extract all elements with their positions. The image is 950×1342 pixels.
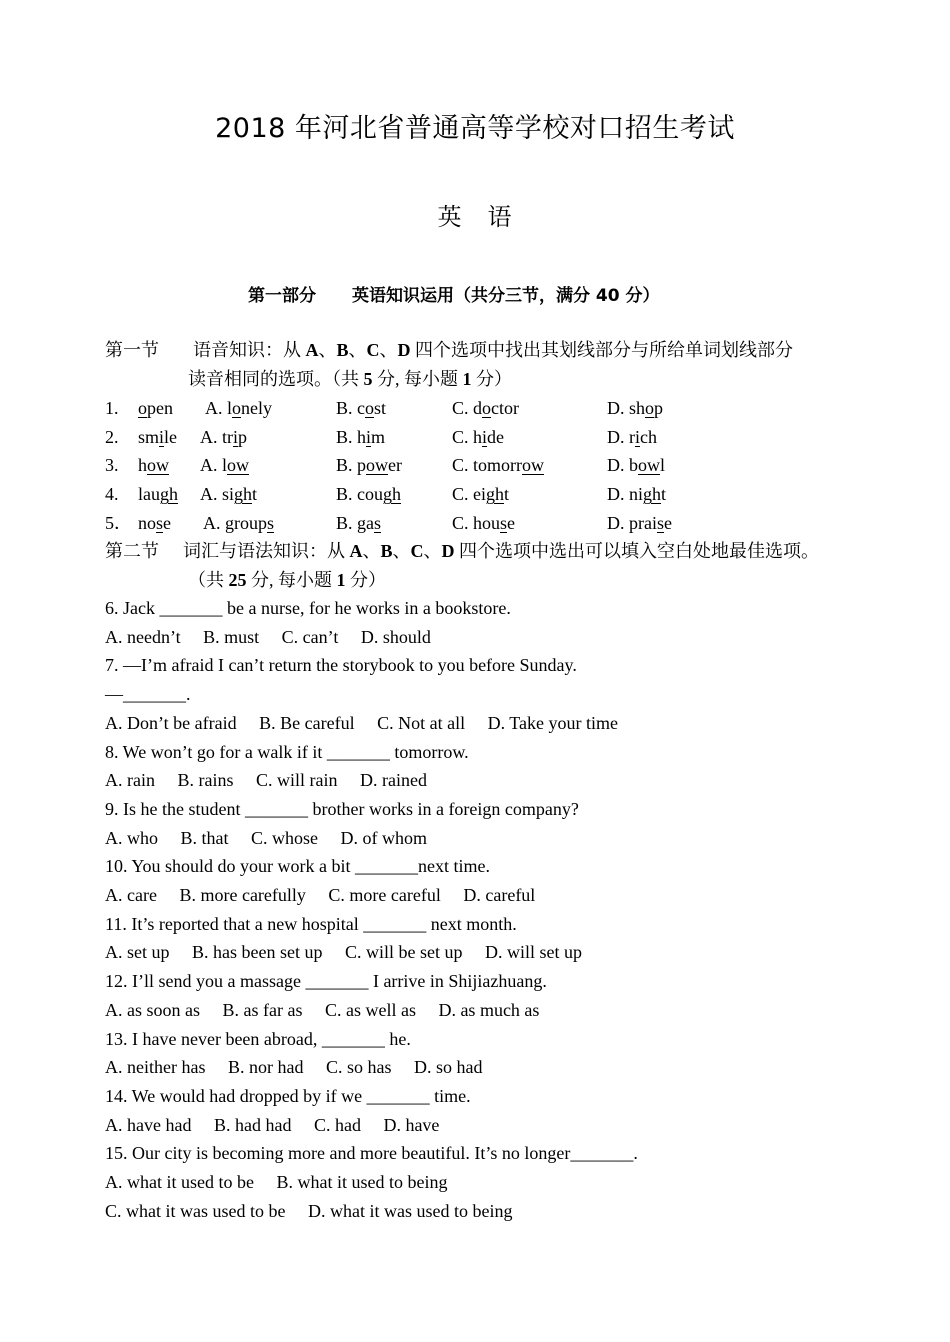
answer-options: A. Don’t be afraid B. Be careful C. Not at all D. Take your time [105,712,618,733]
question-number: 5． [105,512,132,533]
underlined-segment: o [645,398,655,418]
question-stem: 8. We won’t go for a walk if it _______ tomorrow. [105,741,469,762]
answer-options: A. what it used to be B. what it used to being [105,1172,448,1192]
answer-options: C. what it was used to be D. what it was used to being [105,1200,513,1221]
underlined-segment: o [232,398,241,418]
option-b: B. cough [336,484,401,505]
answer-options: A. set up B. has been set up C. will be set up D. will set up [105,942,582,963]
answer-options: A. as soon as B. as far as C. as well as D. as much as [105,999,540,1020]
option-b: B. cost [336,398,387,418]
section-two-label: 第二节 [105,541,159,561]
option-a: A. trip [200,426,248,447]
answer-options: A. needn’t B. must C. can’t D. should [105,626,431,647]
underlined-segment: o [482,398,492,418]
exam-title: 2018 年河北省普通高等学校对口招生考试 [215,113,735,144]
option-b: B. him [336,426,386,447]
underlined-segment: i [366,426,372,447]
underlined-segment: gh [383,484,401,505]
option-d: D. bowl [607,455,666,476]
question-number: 1. [105,398,119,418]
answer-options: A. care B. more carefully C. more careful D. careful [105,885,536,905]
question-stem: 6. Jack _______ be a nurse, for he works in a bookstore. [105,598,511,618]
option-c: C. hide [452,426,505,447]
answer-options: A. rain B. rains C. will rain D. rained [105,770,427,791]
question-number: 2. [105,426,119,447]
underlined-segment: i [482,426,488,447]
option-d: D. praise [607,512,672,533]
question-stem: 7. —I’m afraid I can’t return the storybook to you before Sunday. [105,655,577,676]
option-b: B. power [336,455,402,476]
option-a: A. sight [200,484,258,505]
question-number: 4. [105,484,119,505]
underlined-segment: ow [638,455,660,476]
section-one-instruction-line1: 语音知识：从 A、B、C、D 四个选项中找出其划线部分与所给单词划线部分 [193,340,794,360]
response-line: —_______. [105,684,191,705]
option-d: D. rich [607,426,658,447]
subject-heading: 英 语 [437,203,513,231]
underlined-segment: gh [234,484,253,505]
option-d: D. shop [607,398,664,418]
part-one-label: 第一部分 [248,286,316,306]
underlined-segment: ow [227,455,249,476]
option-c: C. tomorrow [452,455,544,476]
question-stem: 12. I’ll send you a massage _______ I arrive in Shijiazhuang. [105,971,547,992]
part-one-text: 英语知识运用（共分三节，满分 40 分） [352,286,660,306]
option-c: C. doctor [452,398,519,418]
underlined-segment: o [365,398,374,418]
section-one-instruction-line2: 读音相同的选项。（共 5 分, 每小题 1 分） [188,369,512,389]
given-word: laugh [138,484,178,505]
given-word: nose [138,512,172,533]
underlined-segment: s [500,512,508,533]
section-one-label: 第一节 [105,340,159,360]
section-two-instruction-line1: 词汇与语法知识：从 A、B、C、D 四个选项中选出可以填入空白处地最佳选项。 [183,541,820,561]
option-b: B. gas [336,512,382,533]
question-number: 3. [105,455,119,476]
question-stem: 14. We would had dropped by if we _______ time. [105,1085,471,1106]
option-d: D. night [607,484,667,505]
answer-options: A. neither has B. nor had C. so has D. so had [105,1057,483,1078]
given-word: open [138,398,173,418]
underlined-segment: i [233,426,239,447]
underlined-segment: s [374,512,382,533]
given-word: how [138,455,169,476]
question-stem: 13. I have never been abroad, _______ he. [105,1028,411,1049]
option-c: C. eight [452,484,510,505]
underlined-segment: ow [366,455,389,476]
answer-options: A. who B. that C. whose D. of whom [105,827,427,848]
question-stem: 10. You should do your work a bit _______next time. [105,856,490,877]
underlined-segment: o [138,398,147,418]
underlined-segment: i [159,426,165,447]
underlined-segment: i [635,426,641,447]
part-one-heading [248,281,660,306]
underlined-segment: gh [643,484,661,505]
underlined-segment: gh [486,484,504,505]
option-a: A. low [200,455,249,476]
underlined-segment: s [156,512,164,533]
given-word: smile [138,426,178,447]
underlined-segment: gh [160,484,178,505]
question-stem: 9. Is he the student _______ brother works in a foreign company? [105,798,579,819]
question-stem: 15. Our city is becoming more and more beautiful. It’s no longer_______. [105,1143,638,1164]
underlined-segment: s [267,512,275,533]
answer-options: A. have had B. had had C. had D. have [105,1114,440,1135]
underlined-segment: ow [147,455,169,476]
option-a: A. groups [203,512,275,533]
option-a: A. lonely [205,398,272,418]
section-two-instruction-line2: （共 25 分, 每小题 1 分） [188,570,386,590]
option-c: C. house [452,512,516,533]
underlined-segment: s [656,512,664,533]
question-stem: 11. It’s reported that a new hospital _______ next month. [105,913,517,934]
underlined-segment: ow [522,455,544,476]
